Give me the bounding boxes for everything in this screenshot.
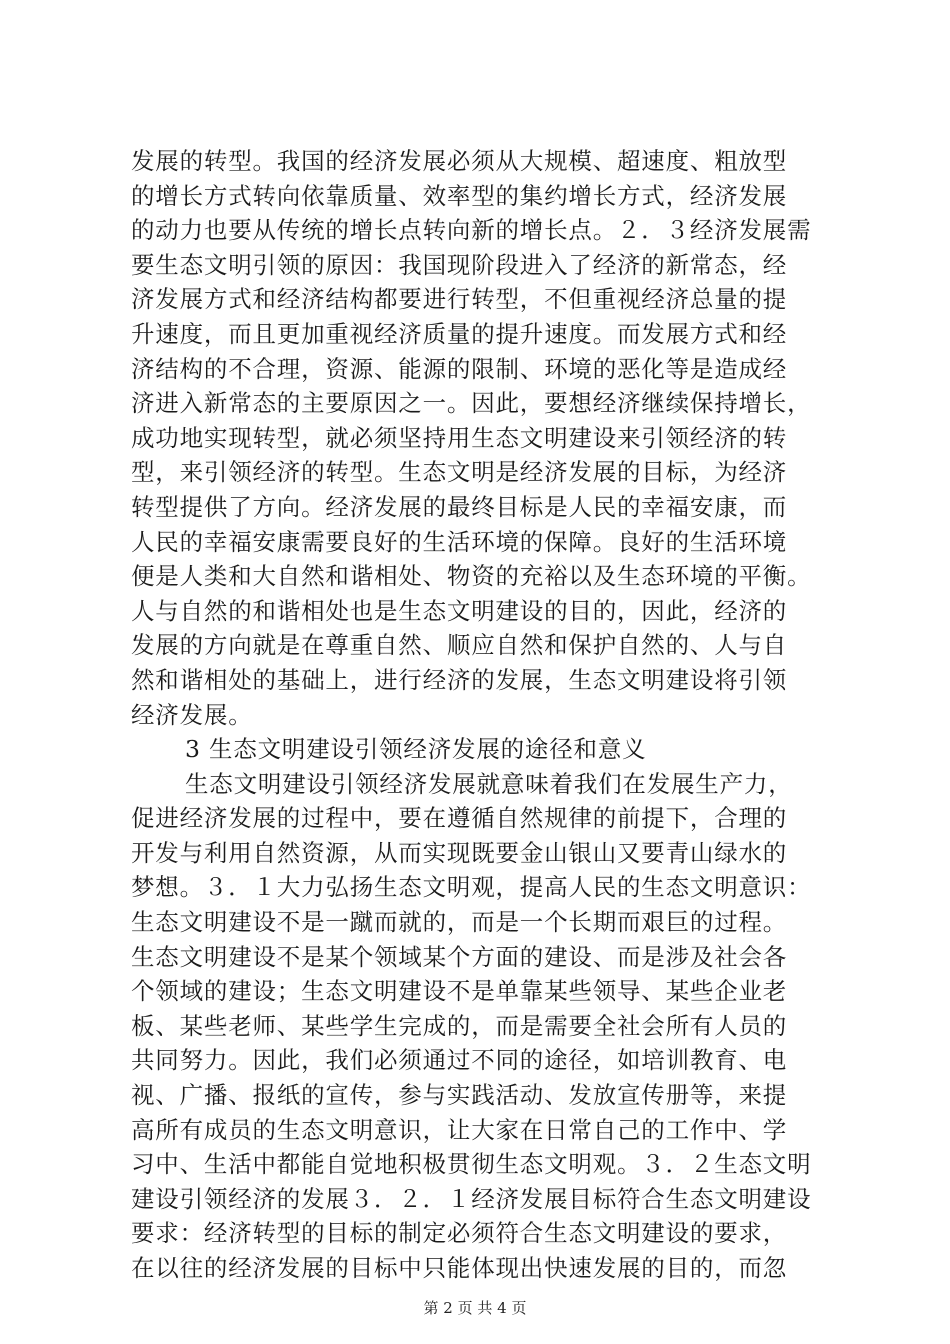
- text-line: 建设引领经济的发展３．２．１经济发展目标符合生态文明建设: [131, 1184, 812, 1213]
- text-line: 板、某些老师、某些学生完成的，而是需要全社会所有人员的: [131, 1011, 788, 1040]
- text-line: 视、广播、报纸的宣传，参与实践活动、发放宣传册等，来提: [131, 1081, 788, 1110]
- text-line: 济进入新常态的主要原因之一。因此，要想经济继续保持增长，: [131, 389, 812, 418]
- text-line: 个领域的建设；生态文明建设不是单靠某些领导、某些企业老: [131, 977, 788, 1006]
- text-line: 发展的方向就是在尊重自然、顺应自然和保护自然的、人与自: [131, 631, 788, 660]
- text-line: 然和谐相处的基础上，进行经济的发展，生态文明建设将引领: [131, 665, 788, 694]
- text-line: 高所有成员的生态文明意识，让大家在日常自己的工作中、学: [131, 1115, 788, 1144]
- section-heading: 3 生态文明建设引领经济发展的途径和意义: [185, 735, 647, 764]
- text-line: 转型提供了方向。经济发展的最终目标是人民的幸福安康，而: [131, 492, 788, 521]
- text-line: 济发展方式和经济结构都要进行转型，不但重视经济总量的提: [131, 285, 788, 314]
- text-line: 便是人类和大自然和谐相处、物资的充裕以及生态环境的平衡。: [131, 562, 812, 591]
- text-line: 共同努力。因此，我们必须通过不同的途径，如培训教育、电: [131, 1046, 788, 1075]
- text-line: 梦想。３．１大力弘扬生态文明观，提高人民的生态文明意识：: [131, 873, 812, 902]
- body-text: [131, 144, 831, 1286]
- text-line: 型，来引领经济的转型。生态文明是经济发展的目标，为经济: [131, 458, 788, 487]
- text-line: 发展的转型。我国的经济发展必须从大规模、超速度、粗放型: [131, 147, 788, 175]
- paragraph-start-line: 生态文明建设引领经济发展就意味着我们在发展生产力，: [185, 769, 793, 798]
- text-line: 济结构的不合理，资源、能源的限制、环境的恶化等是造成经: [131, 354, 788, 383]
- page-number-footer: 第 2 页 共 4 页: [423, 1299, 527, 1317]
- text-line: 要求：经济转型的目标的制定必须符合生态文明建设的要求，: [131, 1219, 788, 1248]
- text-line: 经济发展。: [131, 700, 253, 729]
- text-line: 的增长方式转向依靠质量、效率型的集约增长方式，经济发展: [131, 181, 788, 210]
- text-line: 人民的幸福安康需要良好的生活环境的保障。良好的生活环境: [131, 527, 788, 556]
- text-line: 人与自然的和谐相处也是生态文明建设的目的，因此，经济的: [131, 596, 788, 625]
- text-line: 习中、生活中都能自觉地积极贯彻生态文明观。３．２生态文明: [131, 1150, 812, 1179]
- text-line: 生态文明建设不是某个领域某个方面的建设、而是涉及社会各: [131, 942, 788, 971]
- text-line: 升速度，而且更加重视经济质量的提升速度。而发展方式和经: [131, 319, 788, 348]
- text-line: 开发与利用自然资源，从而实现既要金山银山又要青山绿水的: [131, 838, 788, 867]
- text-line: 成功地实现转型，就必须坚持用生态文明建设来引领经济的转: [131, 423, 788, 452]
- text-line: 的动力也要从传统的增长点转向新的增长点。２．３经济发展需: [131, 216, 812, 245]
- text-line: 生态文明建设不是一蹴而就的，而是一个长期而艰巨的过程。: [131, 908, 788, 937]
- text-line: 要生态文明引领的原因：我国现阶段进入了经济的新常态，经: [131, 250, 788, 279]
- text-line: 在以往的经济发展的目标中只能体现出快速发展的目的，而忽: [131, 1254, 788, 1282]
- text-line: 促进经济发展的过程中，要在遵循自然规律的前提下，合理的: [131, 804, 788, 833]
